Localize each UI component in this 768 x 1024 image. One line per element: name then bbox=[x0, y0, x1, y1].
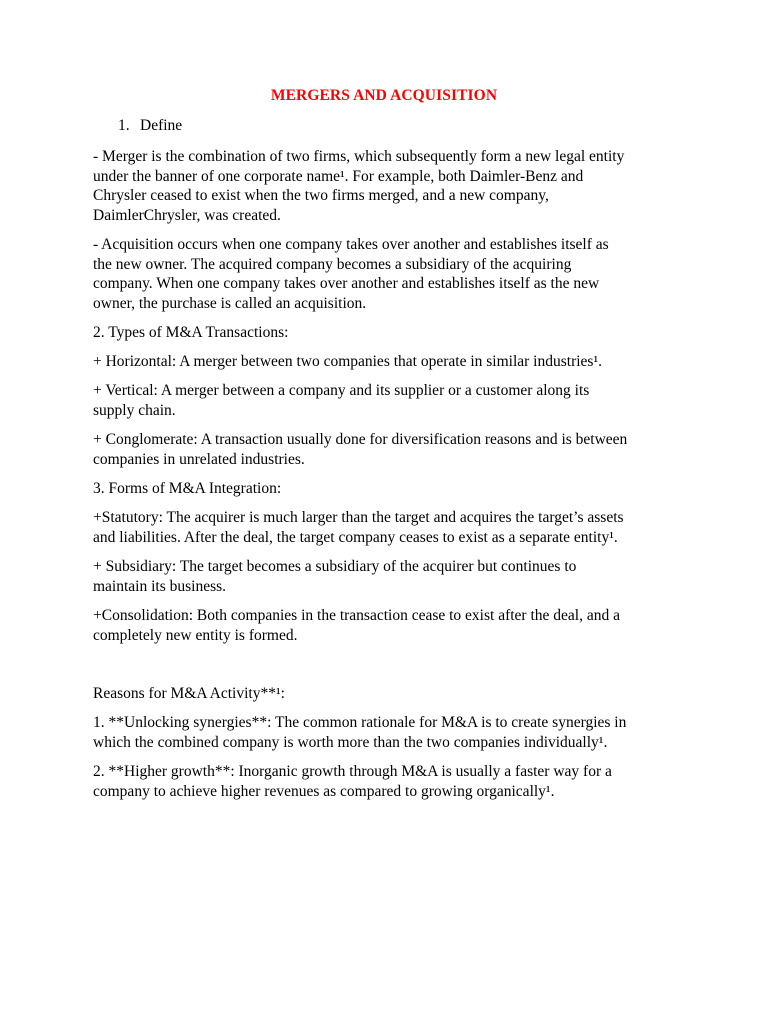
paragraph-conglomerate bbox=[93, 430, 693, 469]
paragraph-vertical bbox=[93, 381, 693, 420]
text-line: + Vertical: A merger between a company and its supplier or a customer along its bbox=[93, 382, 590, 399]
text-line: + Conglomerate: A transaction usually done for diversification reasons and is between bbox=[93, 431, 628, 448]
paragraph-subsidiary bbox=[93, 557, 693, 596]
text-line: company to achieve higher revenues as compared to growing organically¹. bbox=[93, 782, 555, 800]
heading-types-of-transactions bbox=[93, 323, 693, 343]
heading-forms-of-integration bbox=[93, 479, 693, 499]
text-line: under the banner of one corporate name¹. For example, both Daimler-Benz and bbox=[93, 167, 584, 185]
text-line: - Acquisition occurs when one company takes over another and establishes itself as bbox=[93, 236, 609, 253]
text-line: +Consolidation: Both companies in the transaction cease to exist after the deal, and a bbox=[93, 607, 620, 624]
text-line: 3. Forms of M&A Integration: bbox=[93, 480, 282, 497]
paragraph-synergies bbox=[93, 713, 693, 752]
text-line: 2. **Higher growth**: Inorganic growth through M&A is usually a faster way for a bbox=[93, 763, 612, 780]
text-line: 2. Types of M&A Transactions: bbox=[93, 324, 289, 341]
paragraph-merger-definition bbox=[93, 147, 693, 225]
text-line: + Horizontal: A merger between two companies that operate in similar industries¹. bbox=[93, 353, 602, 370]
text-line: owner, the purchase is called an acquisition. bbox=[93, 294, 367, 312]
text-line: the new owner. The acquired company becomes a subsidiary of the acquiring bbox=[93, 255, 572, 273]
text-line: companies in unrelated industries. bbox=[93, 450, 305, 468]
text-line: supply chain. bbox=[93, 401, 176, 419]
text-line: +Statutory: The acquirer is much larger than the target and acquires the target’s assets bbox=[93, 509, 624, 526]
section-label: Define bbox=[140, 117, 183, 134]
paragraph-statutory bbox=[93, 508, 693, 547]
heading-reasons bbox=[93, 684, 693, 704]
text-line: completely new entity is formed. bbox=[93, 626, 298, 644]
text-line: and liabilities. After the deal, the target company ceases to exist as a separate entity¹. bbox=[93, 528, 618, 546]
text-line: 1. **Unlocking synergies**: The common rationale for M&A is to create synergies in bbox=[93, 714, 627, 731]
text-line: company. When one company takes over another and establishes itself as the new bbox=[93, 275, 600, 292]
paragraph-acquisition-definition bbox=[93, 235, 693, 313]
document-title: MERGERS AND ACQUISITION bbox=[270, 87, 498, 104]
text-line: - Merger is the combination of two firms, which subsequently form a new legal entity bbox=[93, 148, 625, 165]
text-line: Chrysler ceased to exist when the two firms merged, and a new company, bbox=[93, 187, 549, 204]
text-line: DaimlerChrysler, was created. bbox=[93, 206, 281, 224]
text-line: Reasons for M&A Activity**¹: bbox=[93, 685, 285, 702]
text-line: + Subsidiary: The target becomes a subsidiary of the acquirer but continues to bbox=[93, 558, 577, 575]
text-line: which the combined company is worth more than the two companies individually¹. bbox=[93, 733, 608, 751]
text-line: maintain its business. bbox=[93, 577, 227, 595]
paragraph-horizontal bbox=[93, 352, 693, 372]
paragraph-higher-growth bbox=[93, 762, 693, 801]
section-number: 1. bbox=[118, 117, 130, 134]
paragraph-consolidation bbox=[93, 606, 693, 645]
section-heading-define bbox=[118, 117, 182, 135]
